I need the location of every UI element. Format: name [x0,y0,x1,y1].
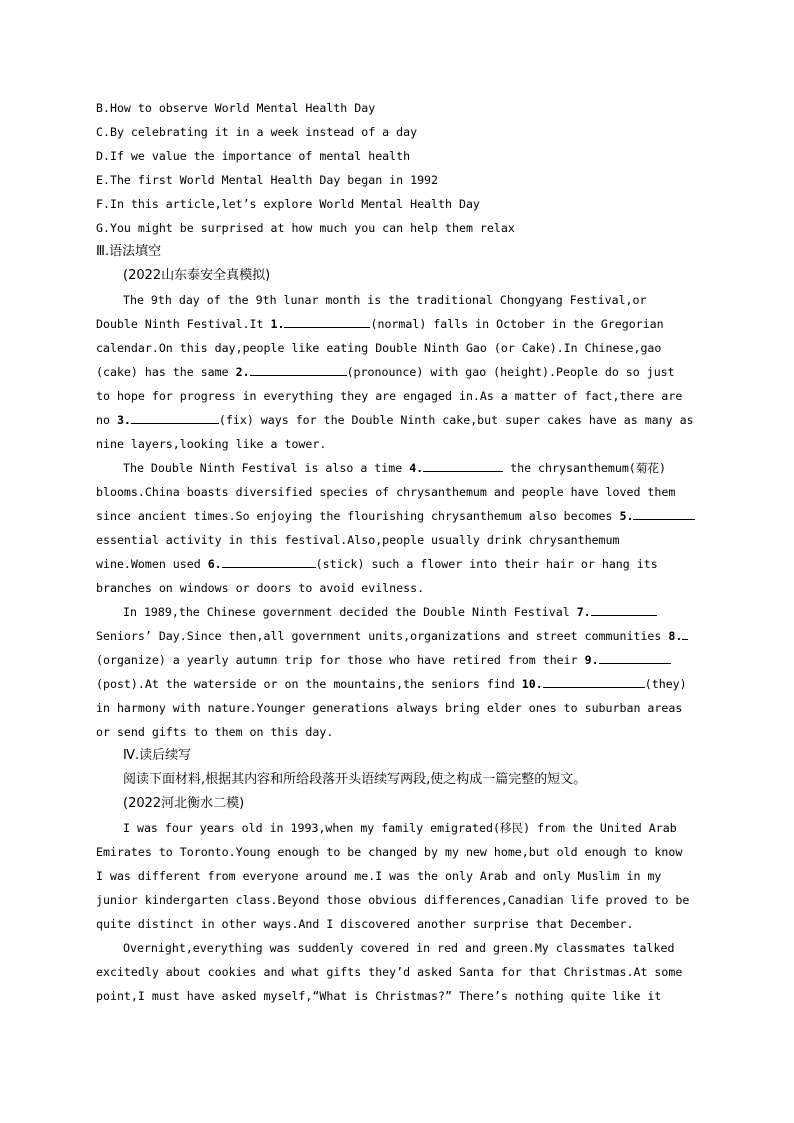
document-page [96,96,700,1008]
option-g: G.You might be surprised at how much you can help them relax [96,221,515,235]
blank-number-9: 9. [584,653,599,667]
option-f: F.In this article,let’s explore World Mental Health Day [96,197,480,211]
passage-line: or send gifts to them on this day. [96,725,334,739]
blank-number-5: 5. [619,509,634,523]
blank-number-2: 2. [235,365,250,379]
passage-line: quite distinct in other ways.And I discovered another surprise that December. [96,917,634,931]
blank-3[interactable] [131,409,219,424]
grammar-passage [96,288,700,744]
blank-number-3: 3. [116,413,131,427]
blank-6[interactable] [222,553,316,568]
blank-number-4: 4. [409,461,424,475]
passage-line: I was different from everyone around me.I was the only Arab and only Muslim in my [96,869,662,883]
blank-number-10: 10. [521,677,543,691]
passage-line: (cake) has the same 2. (pronounce) with gao (height).People do so just [96,360,700,384]
passage-line: branches on windows or doors to avoid evilness. [96,581,425,595]
passage-line: Double Ninth Festival.It 1. (normal) falls in October in the Gregorian [96,312,700,336]
blank-number-7: 7. [576,605,591,619]
blank-10[interactable] [543,673,645,688]
passage-line: excitedly about cookies and what gifts they’d asked Santa for that Christmas.At some [96,965,683,979]
passage-line: Emirates to Toronto.Young enough to be changed by my new home,but old enough to know [96,845,683,859]
option-b: B.How to observe World Mental Health Day [96,101,376,115]
section-3-heading: Ⅲ.语法填空 [96,244,162,259]
reading-passage [96,816,700,1008]
section-4-source: (2022河北衡水二模) [123,796,245,811]
blank-number-1: 1. [270,317,285,331]
passage-line: (organize) a yearly autumn trip for those who have retired from their 9. [96,648,700,672]
passage-line: Overnight,everything was suddenly covered in red and green.My classmates talked [123,941,675,955]
section-4-instruction: 阅读下面材料,根据其内容和所给段落开头语续写两段,使之构成一篇完整的短文。 [123,772,587,787]
section-4-heading: Ⅳ.读后续写 [123,748,192,763]
blank-4[interactable] [423,457,503,472]
passage-line: In 1989,the Chinese government decided the Double Ninth Festival 7. [96,600,700,624]
passage-line: Seniors’ Day.Since then,all government units,organizations and street communities 8. [96,624,700,648]
answer-options [96,96,700,240]
blank-9[interactable] [599,649,671,664]
passage-line: no 3. (fix) ways for the Double Ninth cake,but super cakes have as many as [96,408,700,432]
option-c: C.By celebrating it in a week instead of a day [96,125,418,139]
passage-line: I was four years old in 1993,when my family emigrated(移民) from the United Arab [123,821,677,835]
blank-7[interactable] [591,601,657,616]
passage-line: wine.Women used 6. (stick) such a flower into their hair or hang its [96,552,700,576]
section-3-source: (2022山东泰安全真模拟) [123,268,271,283]
passage-line: essential activity in this festival.Also,people usually drink chrysanthemum [96,533,620,547]
option-e: E.The first World Mental Health Day began in 1992 [96,173,439,187]
passage-line: point,I must have asked myself,“What is Christmas?” There’s nothing quite like it [96,989,662,1003]
blank-number-6: 6. [207,557,222,571]
passage-line: The Double Ninth Festival is also a time 4. the chrysanthemum(菊花) [96,456,700,480]
passage-line: calendar.On this day,people like eating Double Ninth Gao (or Cake).In Chinese,gao [96,341,662,355]
passage-line: junior kindergarten class.Beyond those obvious differences,Canadian life proved to be [96,893,690,907]
blank-1[interactable] [284,313,370,328]
passage-line: (post).At the waterside or on the mountains,the seniors find 10. (they) [96,672,700,696]
passage-line: to hope for progress in everything they are engaged in.As a matter of fact,there are [96,389,683,403]
passage-line: nine layers,looking like a tower. [96,437,327,451]
passage-line: since ancient times.So enjoying the flourishing chrysanthemum also becomes 5. [96,504,700,528]
passage-line: The 9th day of the 9th lunar month is the traditional Chongyang Festival,or [123,293,647,307]
blank-2[interactable] [250,361,347,376]
passage-line: in harmony with nature.Younger generations always bring elder ones to suburban areas [96,701,683,715]
option-d: D.If we value the importance of mental health [96,149,411,163]
blank-8[interactable] [682,625,688,640]
blank-5[interactable] [633,505,695,520]
passage-line: blooms.China boasts diversified species of chrysanthemum and people have loved them [96,485,676,499]
blank-number-8: 8. [668,629,683,643]
